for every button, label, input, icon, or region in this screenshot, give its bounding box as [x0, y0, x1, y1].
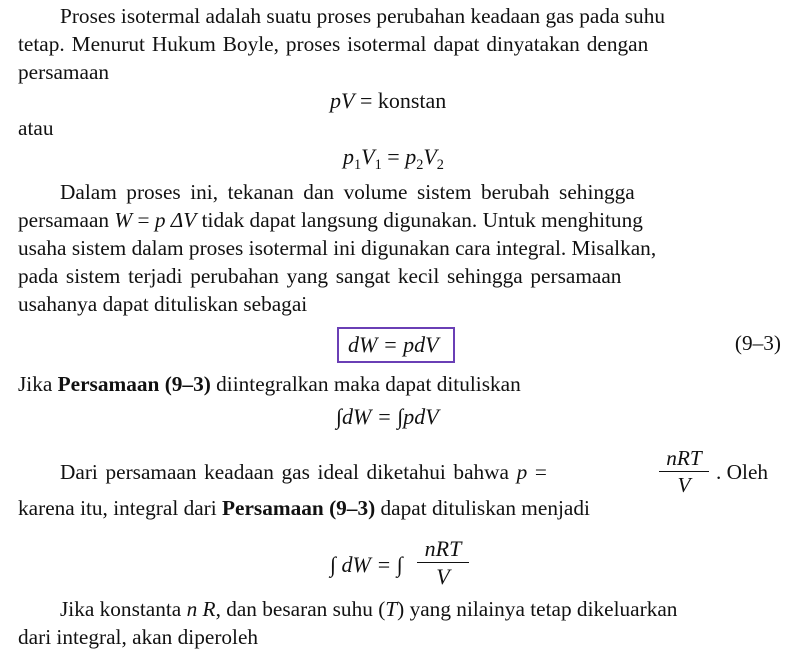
equation-integral-2 [330, 552, 403, 578]
para2-line-1: Dalam proses ini, tekanan dan volume sistem berubah sehingga [60, 180, 635, 204]
para4-text-d: dapat dituliskan menjadi [375, 496, 590, 520]
para2-eq: = [132, 208, 155, 232]
equation-pv [343, 144, 444, 173]
para5-nr: n R [186, 597, 216, 621]
eq-sub-2: 2 [416, 157, 424, 173]
eq-int2-num: nRT [417, 536, 469, 563]
intro-line-1: Proses isotermal adalah suatu proses perubahan keadaan gas pada suhu [60, 4, 665, 28]
eq-int2-den: V [436, 564, 450, 589]
eq-p2: p [405, 144, 417, 169]
eq-v1: V [361, 144, 375, 169]
para2-text-b: tidak dapat langsung digunakan. Untuk menghitung [196, 208, 643, 232]
para3-bold-ref: Persamaan (9–3) [57, 372, 211, 396]
para3-text-b: diintegralkan maka dapat dituliskan [210, 372, 521, 396]
para2-w: W [114, 208, 133, 232]
eq-v2: V [423, 144, 437, 169]
atau-text: atau [18, 116, 54, 140]
eq-int2-lhs: ∫ dW = ∫ [330, 552, 403, 577]
eq-v: V [341, 88, 355, 113]
equation-boyle [330, 88, 446, 114]
para3-line [18, 372, 782, 397]
para4-eq: = [527, 460, 547, 484]
para4-frac-den: V [677, 473, 691, 497]
equation-integral-1: ∫dW = ∫pdV [336, 404, 439, 429]
para5-text-b: , dan besaran suhu ( [215, 597, 386, 621]
para5-line-1 [60, 597, 782, 622]
para2-dv: ΔV [170, 208, 197, 232]
para2-line-2 [18, 208, 782, 233]
eq-sub-1: 1 [354, 157, 362, 173]
para2-p: p [154, 208, 166, 232]
para4-p: p [516, 460, 528, 484]
para2-line-3: usaha sistem dalam proses isotermal ini digunakan cara integral. Misalkan, [18, 236, 657, 260]
para2-text-a: persamaan [18, 208, 115, 232]
para5-text-c: ) yang nilainya tetap dikeluarkan [397, 597, 678, 621]
para4-fraction [659, 445, 709, 498]
eq-p1: p [343, 144, 354, 169]
para5-line-2: dari integral, akan diperoleh [18, 625, 259, 649]
intro-line-3: persamaan [18, 60, 110, 84]
para2-line-4: pada sistem terjadi perubahan yang sangat kecil sehingga persamaan [18, 264, 622, 288]
para4-frac-num: nRT [659, 445, 709, 472]
para4-text-a: Dari persamaan keadaan gas ideal diketahui bahwa [60, 460, 517, 484]
para4-line-2 [18, 496, 782, 521]
para5-t: T [385, 597, 398, 621]
para4-text-c: karena itu, integral dari [18, 496, 223, 520]
eq-rhs: = konstan [354, 88, 447, 113]
para3-text-a: Jika [18, 372, 58, 396]
eq-p: p [330, 88, 341, 113]
eq-int2-fraction [417, 536, 469, 591]
equation-dw: dW = pdV [348, 332, 439, 357]
para4-oleh: . Oleh [716, 460, 769, 484]
eq-sub-2b: 2 [436, 157, 444, 173]
para4-bold-ref: Persamaan (9–3) [222, 496, 376, 520]
para2-line-5: usahanya dapat dituliskan sebagai [18, 292, 308, 316]
para5-text-a: Jika konstanta [60, 597, 187, 621]
equation-number: (9–3) [734, 331, 781, 355]
intro-line-2: tetap. Menurut Hukum Boyle, proses isotermal dapat dinyatakan dengan [18, 32, 649, 56]
eq-sub-1b: 1 [374, 157, 382, 173]
eq-equals: = [381, 144, 406, 169]
